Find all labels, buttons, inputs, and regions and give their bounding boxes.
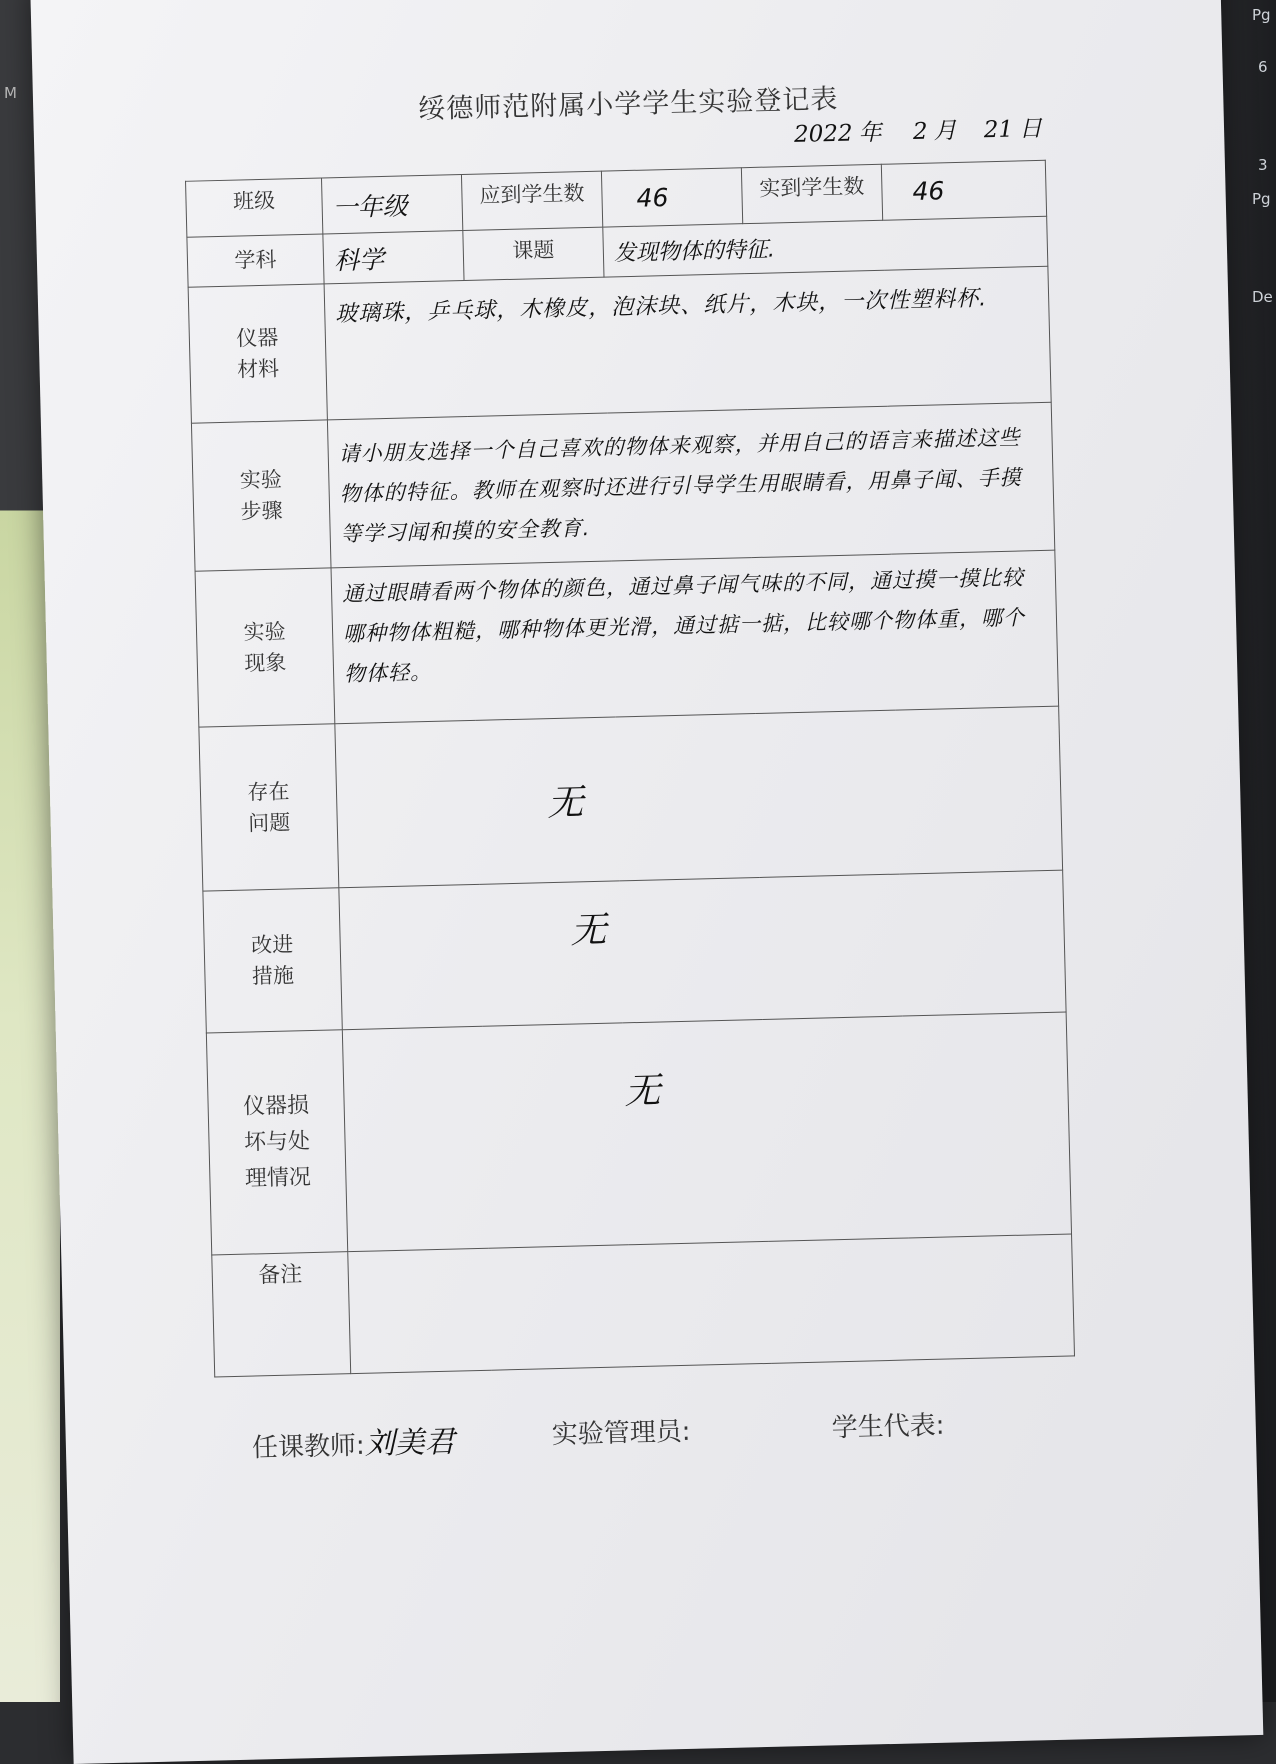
- value-materials: 玻璃珠，乒乓球，木橡皮，泡沫块、纸片，木块，一次性塑料杯.: [324, 266, 1051, 420]
- value-class: 一年级: [321, 175, 462, 234]
- date-month-unit: 月: [933, 117, 957, 145]
- teacher-label: 任课教师:: [251, 1430, 366, 1464]
- lab-admin-label: 实验管理员:: [551, 1416, 691, 1451]
- label-actual-students: 实到学生数: [741, 164, 882, 223]
- form-date: [794, 110, 1049, 149]
- label-remarks: 备注: [212, 1252, 351, 1377]
- label-line: 仪器损: [242, 1092, 310, 1120]
- page-title: 绥德师范附属小学学生实验登记表: [417, 83, 839, 126]
- label-line: 仪器: [236, 325, 279, 351]
- label-damage: [206, 1030, 347, 1255]
- desk-margin-text: 6: [1258, 58, 1268, 76]
- desk-margin-text: 3: [1258, 156, 1268, 174]
- label-materials: [188, 284, 327, 423]
- desk-margin-text: Pg: [1252, 190, 1271, 208]
- date-year-unit: 年: [858, 119, 882, 147]
- desk-margin-text: Pg: [1252, 6, 1271, 24]
- value-problems: 无: [335, 706, 1063, 888]
- date-day: 21: [983, 116, 1014, 144]
- teacher-signature: 刘美君: [364, 1424, 456, 1462]
- value-steps: 请小朋友选择一个自己喜欢的物体来观察，并用自己的语言来描述这些物体的特征。教师在观察时还进行引导学生用眼睛看，用鼻子闻、手摸等学习闻和摸的安全教育.: [327, 402, 1054, 568]
- desk-margin-text: De: [1252, 288, 1273, 306]
- desk-margin-text: M: [4, 84, 17, 102]
- paper-form: [30, 0, 1263, 1764]
- value-topic: 发现物体的特征.: [603, 216, 1048, 277]
- label-improvements: [203, 888, 342, 1033]
- footer-teacher: [251, 1417, 455, 1466]
- label-line: 问题: [247, 809, 291, 835]
- label-line: 实验: [239, 467, 283, 493]
- label-steps: [191, 420, 331, 571]
- label-line: 存在: [247, 778, 290, 804]
- label-line: 坏与处: [243, 1128, 311, 1156]
- value-subject: 科学: [323, 231, 464, 284]
- label-line: 理情况: [244, 1164, 312, 1192]
- student-rep-label: 学生代表:: [831, 1410, 945, 1444]
- date-year: 2022: [793, 120, 853, 148]
- label-phenomena: [195, 568, 335, 727]
- label-line: 实验: [243, 618, 286, 645]
- value-remarks: [348, 1234, 1075, 1374]
- value-actual-students: 46: [881, 160, 1046, 220]
- value-damage: 无: [342, 1012, 1071, 1252]
- experiment-register-table: [185, 160, 1075, 1378]
- label-line: 措施: [251, 962, 295, 988]
- date-month: 2: [912, 118, 928, 146]
- label-line: 材料: [236, 356, 280, 382]
- label-line: 现象: [244, 649, 287, 676]
- label-problems: [199, 724, 339, 891]
- label-topic: 课题: [463, 227, 604, 280]
- label-line: 改进: [250, 931, 294, 957]
- label-class: 班级: [186, 178, 323, 237]
- date-day-unit: 日: [1018, 115, 1043, 143]
- label-subject: 学科: [187, 234, 324, 287]
- value-expected-students: 46: [601, 168, 742, 227]
- value-improvements: 无: [339, 870, 1066, 1030]
- value-phenomena: 通过眼睛看两个物体的颜色，通过鼻子闻气味的不同，通过摸一摸比较哪种物体粗糙，哪种物体更光滑，通过掂一掂，比较哪个物体重，哪个物体轻。: [331, 550, 1059, 724]
- label-expected-students: 应到学生数: [461, 171, 602, 230]
- label-line: 步骤: [240, 498, 283, 524]
